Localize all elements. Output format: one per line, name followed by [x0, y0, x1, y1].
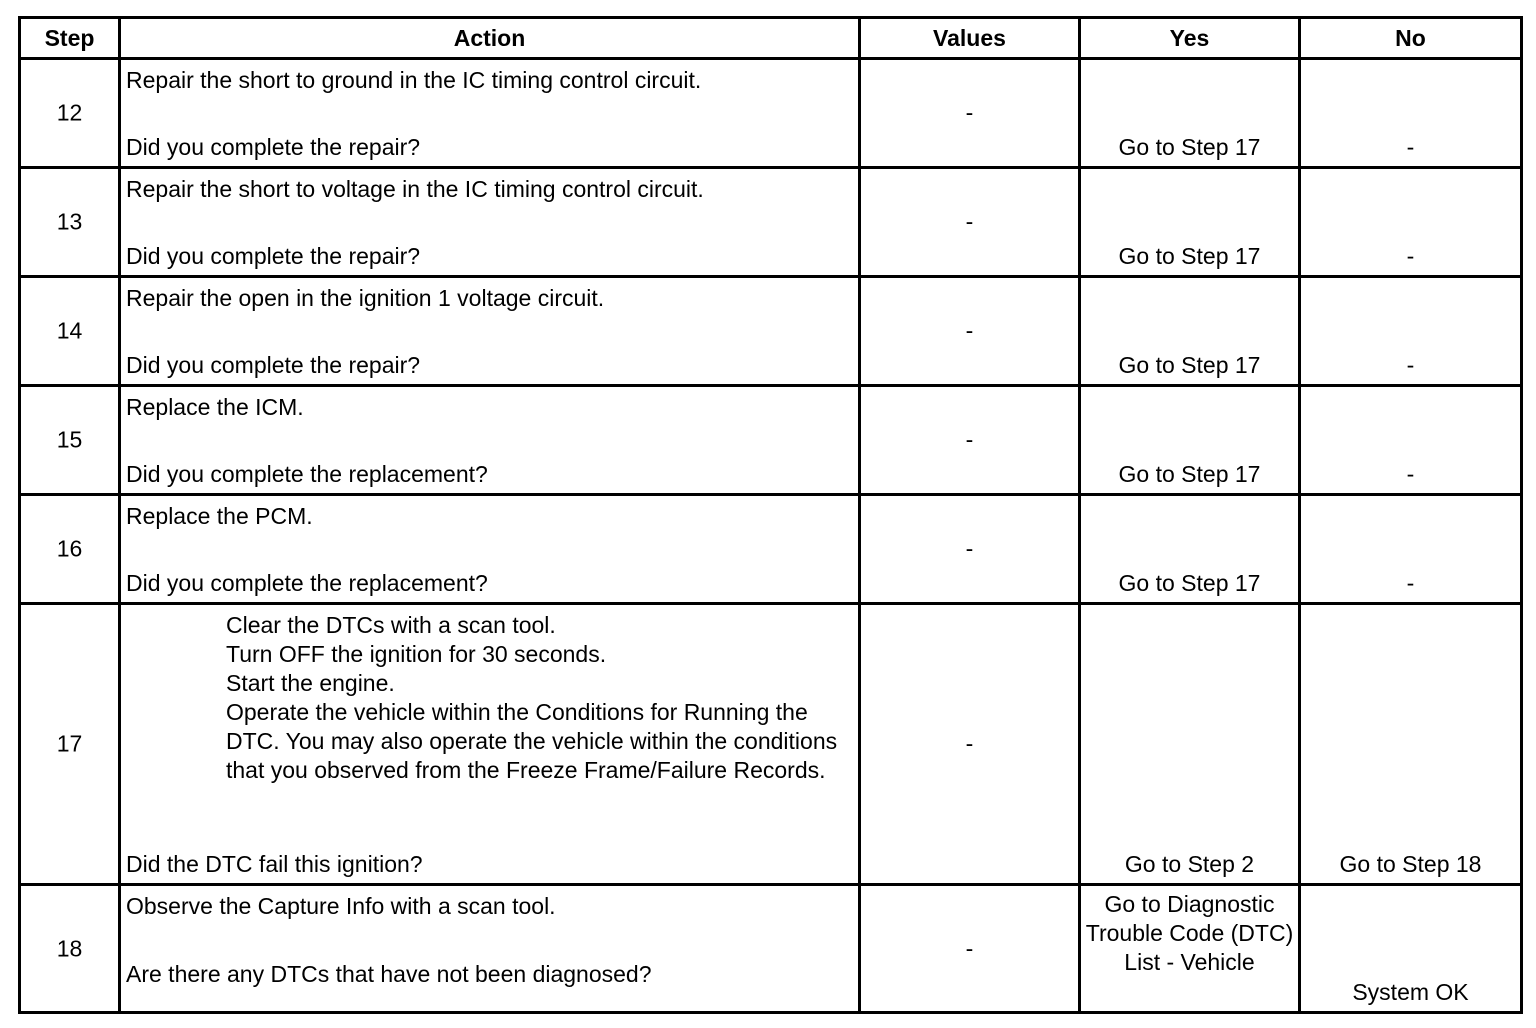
action-cell	[120, 168, 860, 277]
action-cell	[120, 59, 860, 168]
action-text: Repair the short to voltage in the IC timing control circuit.	[126, 176, 704, 202]
action-cell	[120, 495, 860, 604]
action-text: Replace the PCM.	[126, 503, 313, 529]
values-cell	[860, 386, 1080, 495]
action-question: Did you complete the repair?	[126, 134, 421, 160]
values-text: -	[965, 535, 974, 562]
yes-cell	[1080, 168, 1300, 277]
yes-text: Go to Step 17	[1118, 134, 1261, 160]
no-cell	[1300, 885, 1522, 1013]
values-cell	[860, 604, 1080, 885]
step-cell	[20, 495, 120, 604]
no-text: -	[1406, 570, 1415, 596]
list-item: Start the engine.	[226, 670, 395, 696]
no-cell	[1300, 604, 1522, 885]
header-step: Step	[20, 18, 120, 59]
no-cell	[1300, 386, 1522, 495]
step-number: 17	[56, 730, 83, 757]
action-cell	[120, 386, 860, 495]
step-number: 15	[56, 426, 83, 453]
list-item: Turn OFF the ignition for 30 seconds.	[226, 641, 607, 667]
yes-text: Go to Step 17	[1118, 570, 1261, 596]
no-text: Go to Step 18	[1339, 851, 1482, 877]
no-cell	[1300, 168, 1522, 277]
action-text: Observe the Capture Info with a scan tool.	[126, 893, 556, 919]
header-action: Action	[120, 18, 860, 59]
table-row	[20, 604, 1522, 885]
action-question: Are there any DTCs that have not been diagnosed?	[126, 961, 652, 987]
values-text: -	[965, 317, 974, 344]
step-cell	[20, 59, 120, 168]
action-question: Did you complete the repair?	[126, 352, 421, 378]
yes-text: Go to Step 17	[1118, 461, 1261, 487]
no-text: -	[1406, 352, 1415, 378]
yes-cell	[1080, 59, 1300, 168]
table-row	[20, 59, 1522, 168]
action-cell	[120, 885, 860, 1013]
step-number: 18	[56, 935, 83, 961]
step-number: 14	[56, 317, 83, 344]
list-item: Operate the vehicle within the Conditions for Running the DTC. You may also operate the vehicle within the conditions that you observed from the Freeze Frame/Failure Records.	[226, 699, 838, 783]
values-text: -	[965, 99, 974, 126]
table-row	[20, 277, 1522, 386]
yes-cell	[1080, 495, 1300, 604]
diagnostic-table	[18, 16, 1523, 1014]
table-row	[20, 168, 1522, 277]
action-question: Did you complete the replacement?	[126, 570, 488, 596]
step-number: 12	[56, 99, 83, 126]
no-cell	[1300, 277, 1522, 386]
step-number: 16	[56, 535, 83, 562]
action-question: Did you complete the replacement?	[126, 461, 488, 487]
no-cell	[1300, 59, 1522, 168]
values-text: -	[965, 730, 974, 757]
values-cell	[860, 59, 1080, 168]
yes-text: Go to Step 2	[1124, 851, 1255, 877]
values-cell	[860, 277, 1080, 386]
no-text: System OK	[1352, 979, 1469, 1005]
yes-cell	[1080, 277, 1300, 386]
step-cell	[20, 885, 120, 1013]
action-text: Repair the short to ground in the IC timing control circuit.	[126, 67, 702, 93]
values-cell	[860, 168, 1080, 277]
step-cell	[20, 277, 120, 386]
values-text: -	[965, 426, 974, 453]
list-item: Clear the DTCs with a scan tool.	[226, 612, 556, 638]
yes-text: Go to Diagnostic Trouble Code (DTC) List - Vehicle	[1085, 891, 1294, 975]
action-cell	[120, 604, 860, 885]
action-question: Did the DTC fail this ignition?	[126, 851, 423, 877]
no-text: -	[1406, 243, 1415, 269]
values-text: -	[965, 208, 974, 235]
step-cell	[20, 168, 120, 277]
values-text: -	[965, 935, 974, 961]
action-text: Replace the ICM.	[126, 394, 304, 420]
no-cell	[1300, 495, 1522, 604]
no-text: -	[1406, 461, 1415, 487]
action-question: Did you complete the repair?	[126, 243, 421, 269]
yes-text: Go to Step 17	[1118, 243, 1261, 269]
values-cell	[860, 885, 1080, 1013]
table-row	[20, 885, 1522, 1013]
no-text: -	[1406, 134, 1415, 160]
yes-cell	[1080, 885, 1300, 1013]
yes-cell	[1080, 386, 1300, 495]
action-text: Repair the open in the ignition 1 voltage circuit.	[126, 285, 605, 311]
action-steps-list	[226, 611, 850, 785]
table-row	[20, 495, 1522, 604]
step-cell	[20, 604, 120, 885]
header-yes: Yes	[1080, 18, 1300, 59]
header-values: Values	[860, 18, 1080, 59]
yes-cell	[1080, 604, 1300, 885]
table-row	[20, 386, 1522, 495]
step-cell	[20, 386, 120, 495]
header-row	[20, 18, 1522, 59]
header-no: No	[1300, 18, 1522, 59]
values-cell	[860, 495, 1080, 604]
action-cell	[120, 277, 860, 386]
yes-text: Go to Step 17	[1118, 352, 1261, 378]
step-number: 13	[56, 208, 83, 235]
